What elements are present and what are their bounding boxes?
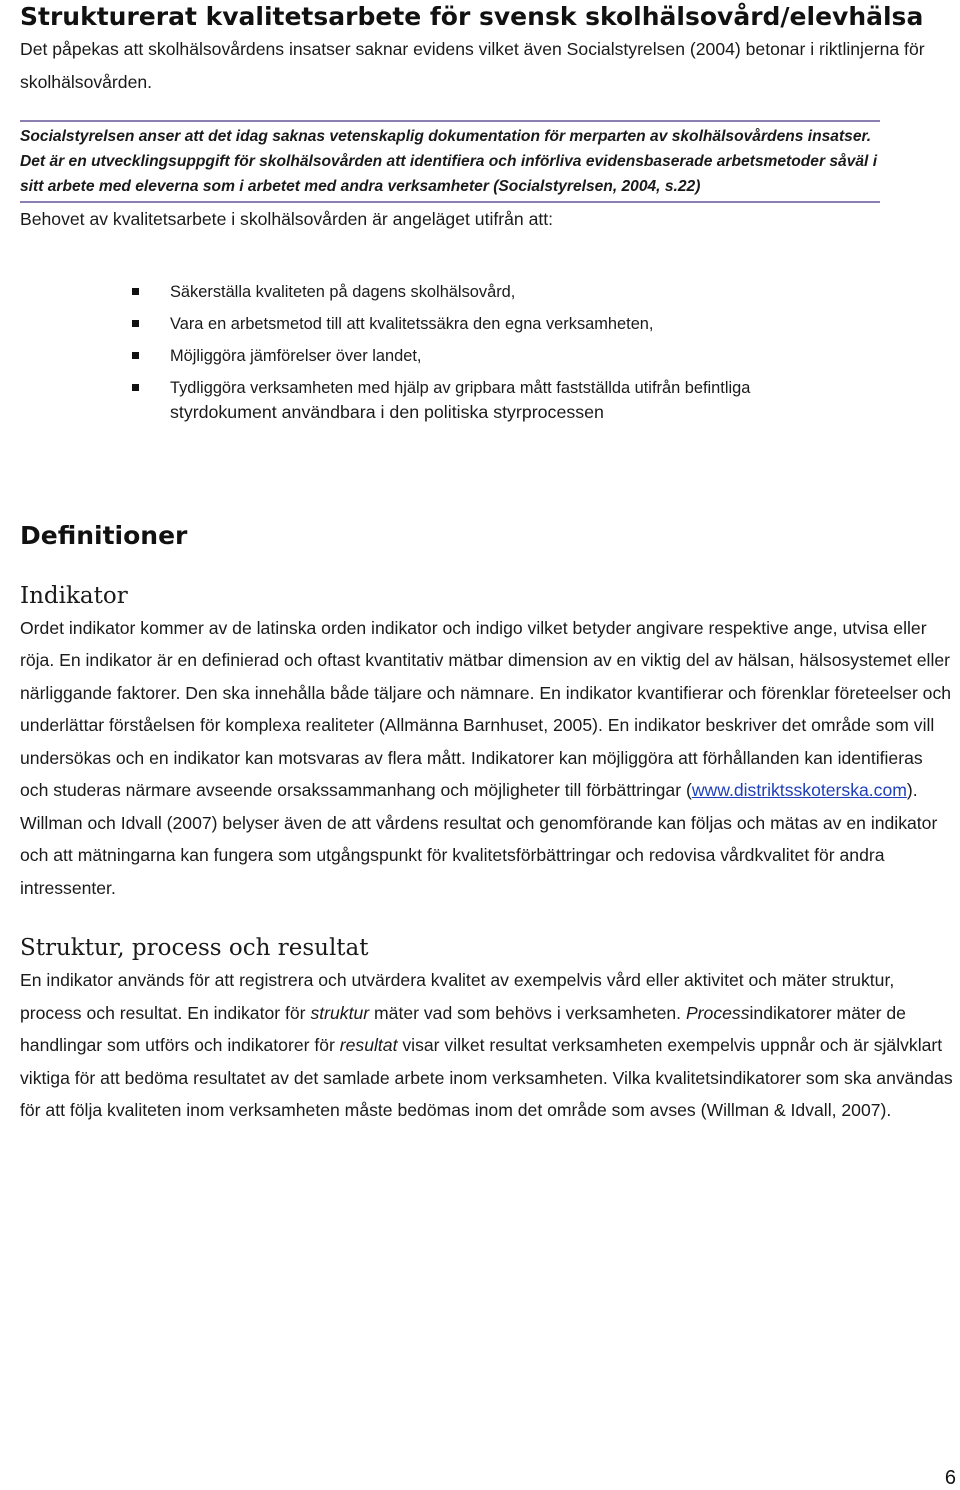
bullet-list	[20, 276, 955, 424]
indikator-paragraph	[20, 612, 955, 807]
struktur-emphasis: struktur	[310, 1002, 370, 1023]
struktur-text-a: En indikator används för att registrera och utvärdera kvalitet av exempelvis vård eller aktivitet och mäter struktur, process och resultat. En indikator för	[20, 970, 895, 1023]
section-heading-definitioner: Definitioner	[20, 520, 188, 550]
list-item-text: Säkerställa kvaliteten på dagens skolhälsovård,	[170, 282, 516, 301]
list-item	[170, 276, 955, 308]
document-title: Strukturerat kvalitetsarbete för svensk skolhälsovård/elevhälsa	[20, 2, 924, 31]
list-item-continuation: styrdokument användbara i den politiska styrprocessen	[170, 401, 604, 422]
document-page	[20, 0, 955, 1127]
intro-paragraph: Det påpekas att skolhälsovårdens insatser saknar evidens vilket även Socialstyrelsen (2004) betonar i riktlinjerna för skolhälsovården.	[20, 39, 925, 92]
indikator-paragraph-end: ).	[906, 780, 918, 800]
indikator-paragraph-text: Ordet indikator kommer av de latinska orden indikator och indigo vilket betyder angivare respektive ange, utvisa eller röja. En indikator är en definierad och oftast kvantitativ mätbar dimension av en viktig del av hälsan, hälsosystemet eller närliggande faktorer. Den ska innehålla både täljare och nämnare. En indikator kvantifierar och förenklar företeelser och underlättar förståelsen för komplexa realiteter (Allmänna Barnhuset, 2005). En indikator beskriver det område som vill undersökas och en indikator kan motsvaras av flera mått. Indikatorer kan möjliggöra att förhållanden kan identifieras och studeras närmare avseende orsakssammanhang och möjligheter till förbättringar (	[20, 617, 952, 800]
struktur-text-c: indikatorer mäter de handlingar som utförs och indikatorer för	[20, 1002, 906, 1055]
list-item-text: Vara en arbetsmetod till att kvalitetssäkra den egna verksamheten,	[170, 314, 654, 333]
square-bullet-icon	[132, 384, 139, 391]
list-item	[170, 372, 955, 424]
resultat-emphasis: resultat	[339, 1035, 398, 1055]
struktur-text-b: mäter vad som behövs i verksamheten.	[369, 1002, 686, 1023]
distriktsskoterska-link[interactable]: www.distriktsskoterska.com	[691, 780, 907, 800]
quote-box: Socialstyrelsen anser att det idag saknas vetenskaplig dokumentation för merparten av skolhälsovårdens insatser. Det är en utvecklingsuppgift för skolhälsovården att identifiera och införliva evidensbaserade arbetsmetoder såväl i sitt arbete med eleverna som i arbetet med andra verksamheter (Socialstyrelsen, 2004, s.22)	[20, 120, 880, 203]
list-item-text: Tydliggöra verksamheten med hjälp av gripbara mått fastställda utifrån befintliga	[170, 378, 751, 397]
struktur-paragraph	[20, 964, 955, 1127]
square-bullet-icon	[132, 352, 139, 359]
list-item-text: Möjliggöra jämförelser över landet,	[170, 346, 422, 365]
lead-paragraph: Behovet av kvalitetsarbete i skolhälsovården är angeläget utifrån att:	[20, 209, 554, 229]
willman-paragraph: Willman och Idvall (2007) belyser även de att vårdens resultat och genomförande kan följas och mätas av en indikator och att mätningarna kan fungera som utgångspunkt för kvalitetsförbättringar och redovisa vårdkvalitet för andra intressenter.	[20, 812, 938, 898]
process-emphasis: Process	[685, 1002, 750, 1023]
square-bullet-icon	[132, 288, 139, 295]
list-item	[170, 308, 955, 340]
square-bullet-icon	[132, 320, 139, 327]
sub-heading-indikator: Indikator	[20, 582, 128, 609]
page-number: 6	[944, 1467, 956, 1489]
list-item	[170, 340, 955, 372]
struktur-text-d: visar vilket resultat verksamheten exempelvis uppnår och är självklart viktiga för att bedöma resultatet av det samlade arbete inom verksamheten. Vilka kvalitetsindikatorer som ska användas för att följa kvaliteten inom verksamheten måste bedömas inom det område som avses (Willman & Idvall, 2007).	[20, 1035, 953, 1120]
sub-heading-struktur: Struktur, process och resultat	[20, 935, 369, 961]
